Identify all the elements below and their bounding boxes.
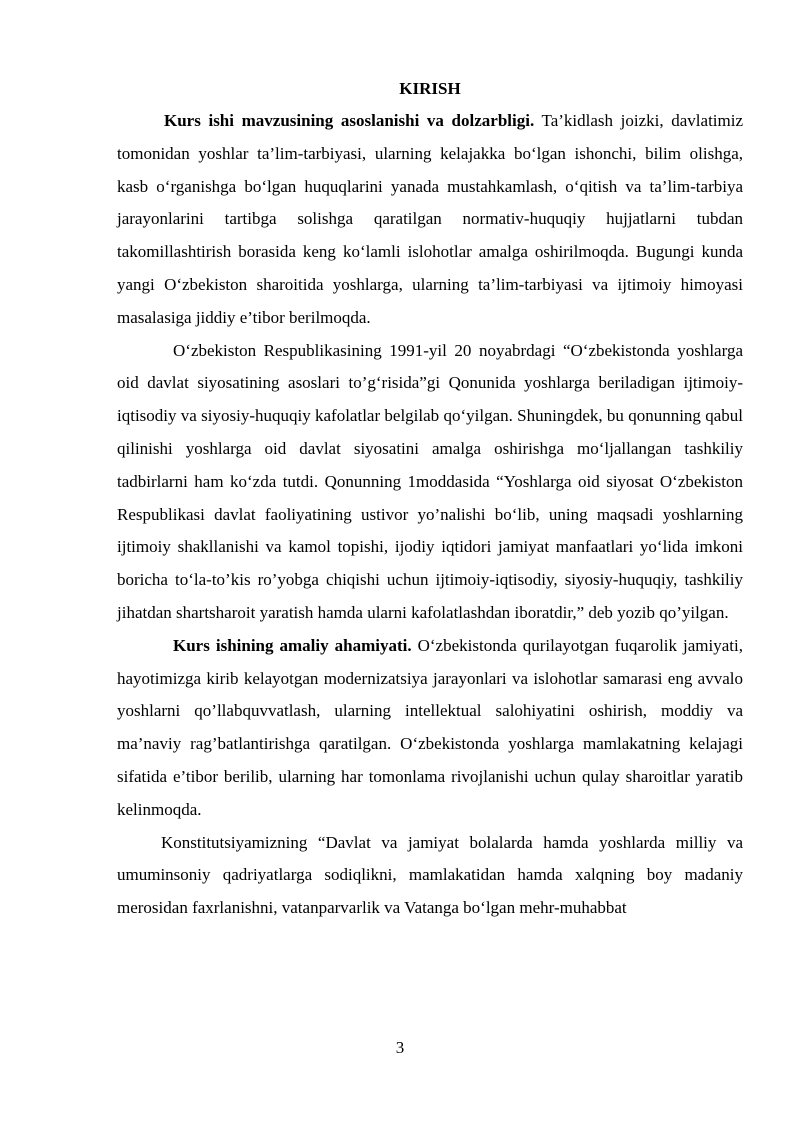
paragraph-law: [117, 335, 743, 630]
paragraph-text-practical: O‘zbekistonda qurilayotgan fuqarolik jamiyati, hayotimizga kirib kelayotgan modernizatsiya jarayonlari va islohotlar samarasi eng avvalo yoshlarni qo’llabquvvatlash, ularning intellektual salohiyatini oshirish, moddiy va ma’naviy rag’batlantirishga qaratilgan. O‘zbekistonda yoshlarga mamlakatning kelajagi sifatida e’tibor berilib, ularning har tomonlama rivojlanishi uchun qulay sharoitlar yaratib kelinmoqda.: [117, 635, 743, 819]
paragraph-practical-significance: [117, 630, 743, 827]
paragraph-text-relevance: Ta’kidlash joizki, davlatimiz tomonidan yoshlar ta’lim-tarbiyasi, ularning kelajakka bo‘lgan ishonchi, bilim olishga, kasb o‘rganishga bo‘lgan huquqlarini yanada mustahkamlash, o‘qitish va ta’lim-tarbiya jarayonlarini tartibga solishga qaratilgan normativ-huquqiy hujjatlarni tubdan takomillashtirish borasida keng ko‘lamli islohotlar amalga oshirilmoqda. Bugungi kunda yangi O‘zbekiston sharoitida yoshlarga, ularning ta’lim-tarbiyasi va ijtimoiy himoyasi masalasiga jiddiy e’tibor berilmoqda.: [117, 111, 744, 327]
paragraph-lead-practical: Kurs ishining amaliy ahamiyati.: [173, 635, 412, 655]
page-number: 3: [395, 1038, 405, 1057]
paragraph-relevance: [117, 105, 743, 335]
paragraph-text-constitution: Konstitutsiyamizning “Davlat va jamiyat bolalarda hamda yoshlarda milliy va umuminsoniy qadriyatlarga sodiqlikni, mamlakatidan hamda xalqning boy madaniy merosidan faxrlanishni, vatanparvarlik va Vatanga bo‘lgan mehr-muhabbat: [117, 832, 743, 918]
paragraph-text-law: O‘zbekiston Respublikasining 1991-yil 20 noyabrdagi “O‘zbekistonda yoshlarga oid davlat siyosatining asoslari to’g‘risida”gi Qonunida yoshlarga beriladigan ijtimoiy-iqtisodiy va siyosiy-huquqiy kafolatlar belgilab qo‘yilgan. Shuningdek, bu qonunning qabul qilinishi yoshlarga oid davlat siyosatini amalga oshirishga mo‘ljallangan tashkiliy tadbirlarni ham ko‘zda tutdi. Qonunning 1moddasida “Yoshlarga oid siyosat O‘zbekiston Respublikasi davlat faoliyatining ustivor yo’nalishi bo‘lib, uning maqsadi yoshlarning ijtimoiy shakllanishi va kamol topishi, ijodiy iqtidori jamiyat manfaatlari yo‘lida imkoni boricha to‘la-to’kis ro’yobga chiqishi uchun ijtimoiy-iqtisodiy, siyosiy-huquqiy, tashkiliy jihatdan shartsharoit yaratish hamda ularni kafolatlashdan iboratdir,” deb yozib qo’yilgan.: [117, 340, 743, 622]
paragraph-constitution: [117, 827, 743, 925]
paragraph-lead-relevance: Kurs ishi mavzusining asoslanishi va dolzarbligi.: [164, 111, 535, 130]
document-page: [117, 72, 743, 925]
document-heading: KIRISH: [399, 79, 461, 98]
